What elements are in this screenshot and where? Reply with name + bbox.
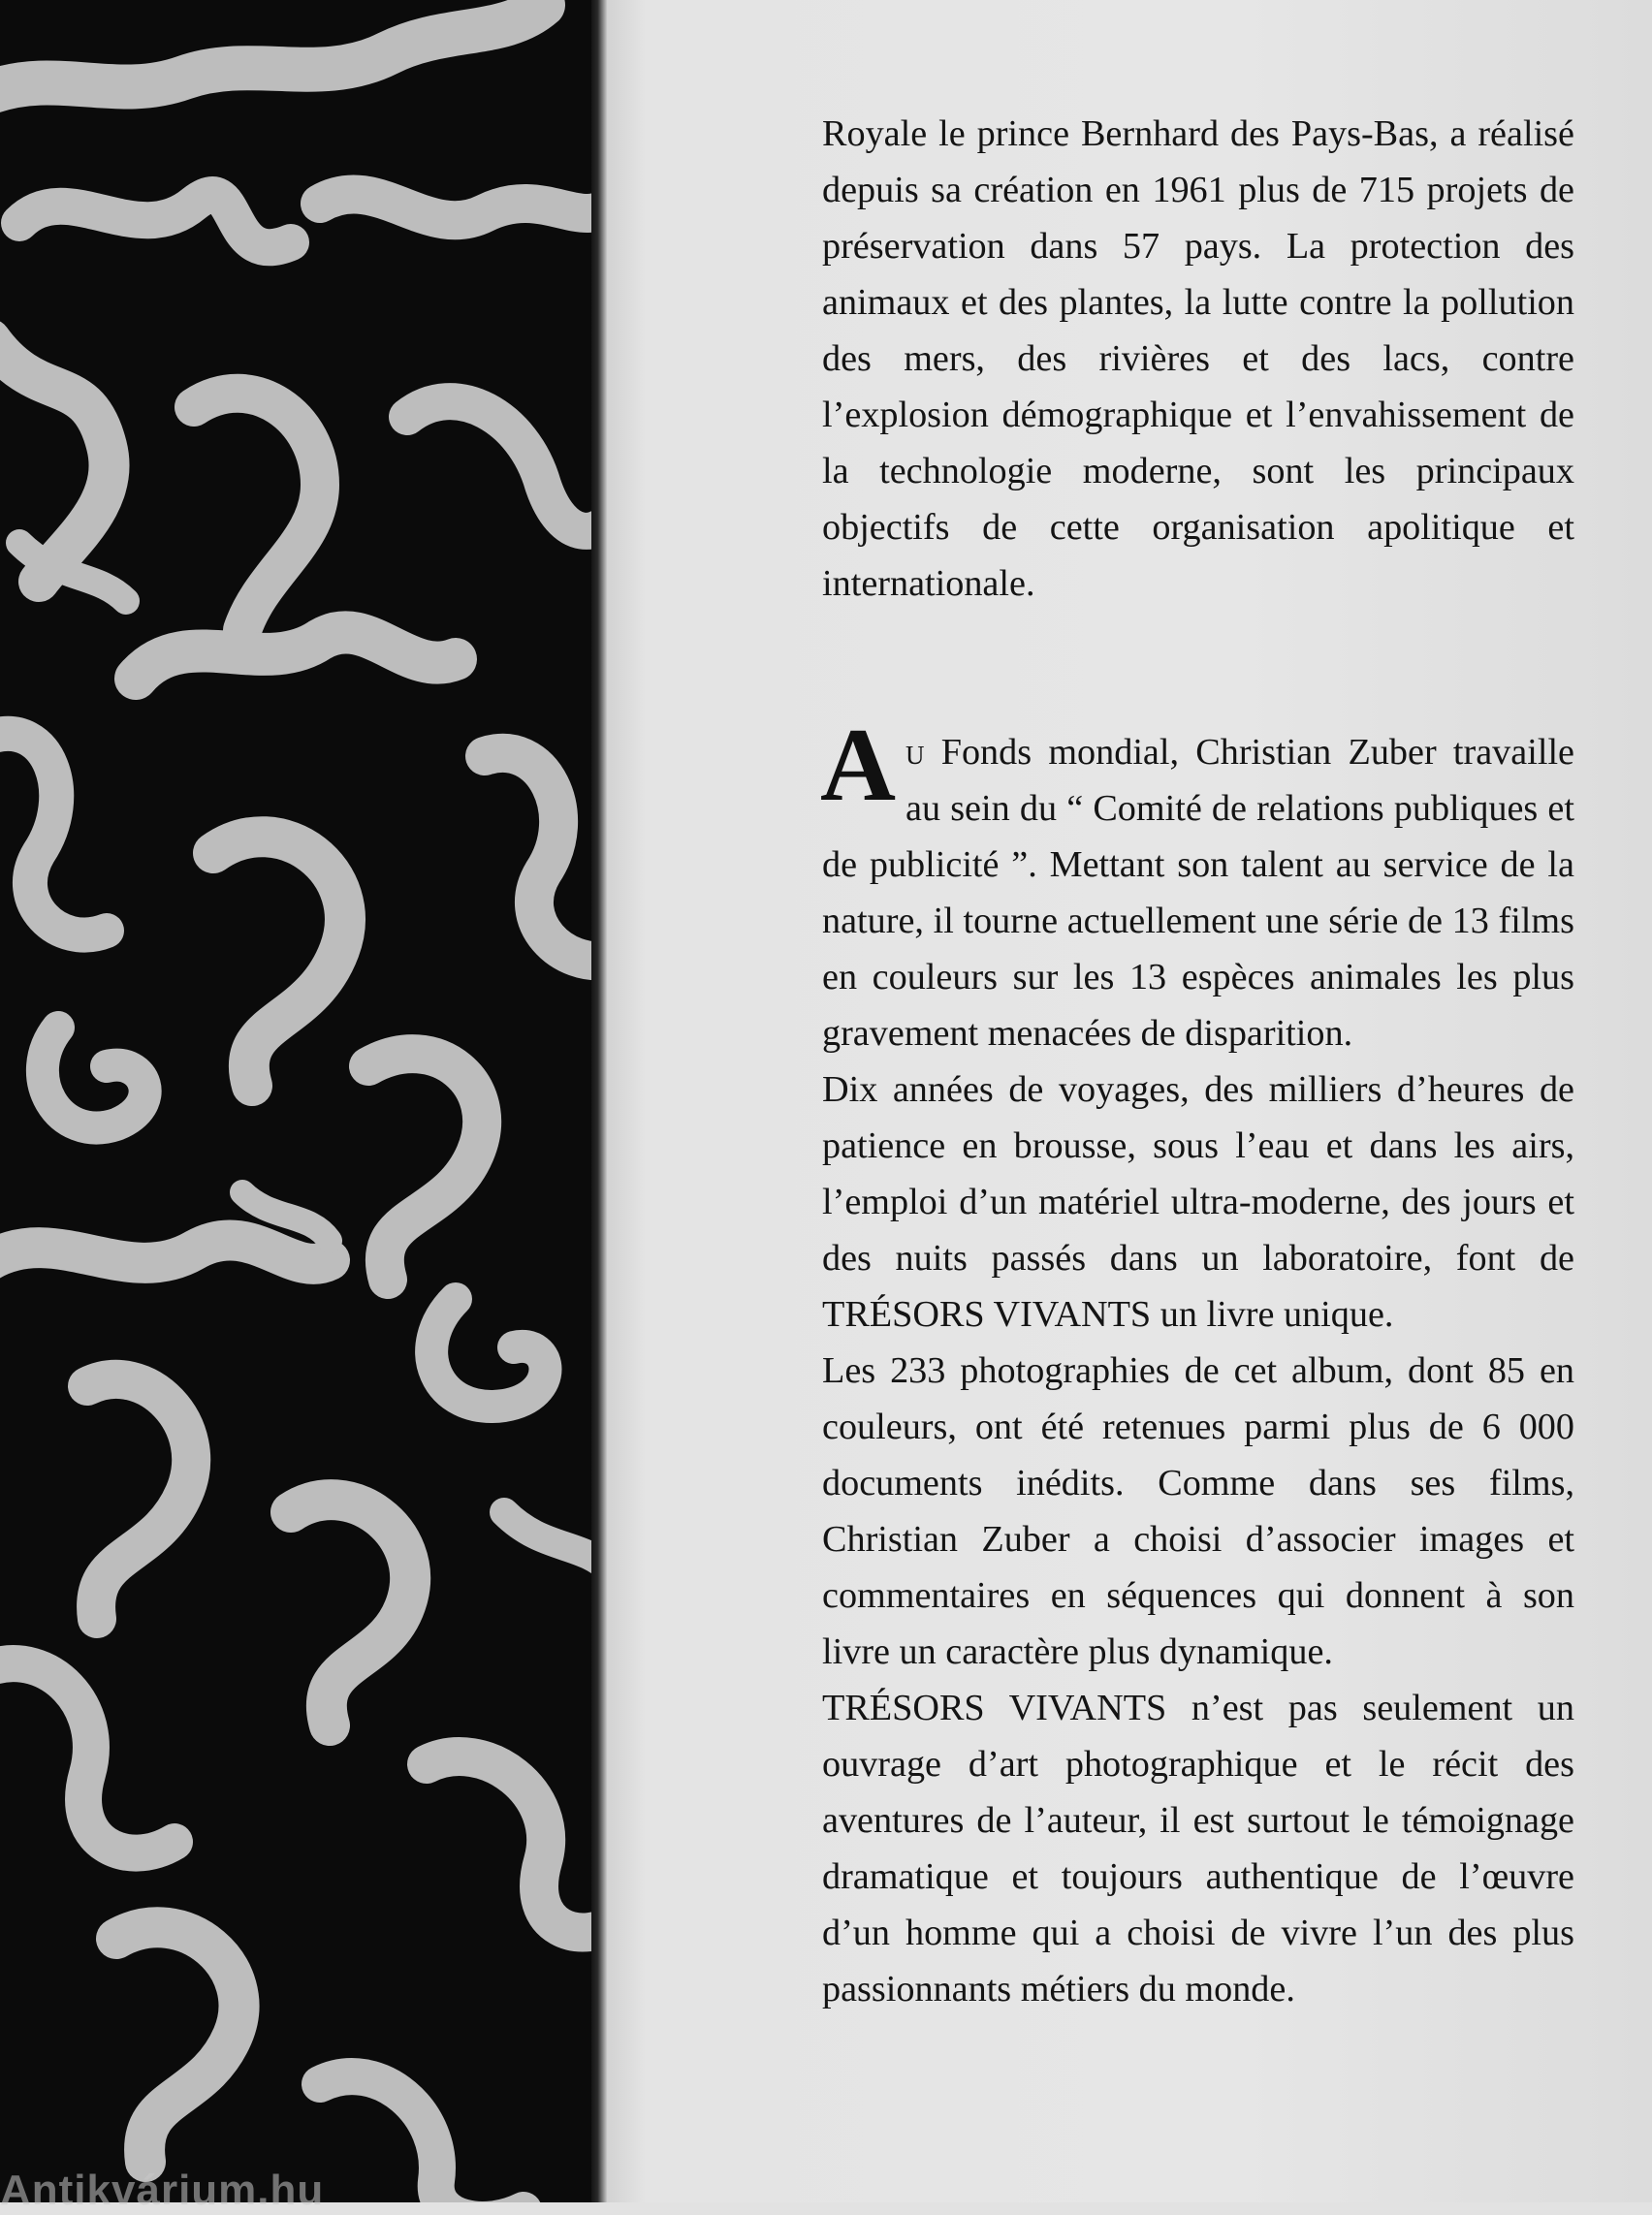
- drop-cap: A: [820, 708, 896, 823]
- paragraph-1: Royale le prince Bernhard des Pays-Bas, a réalisé depuis sa création en 1961 plus de 715 projets de préservation dans 57 pays. La protection des animaux et des plantes, la lutte contre la pollution des mers, des rivières et des lacs, contre l’explosion démographique et l’envahissement de la technologie moderne, sont les principaux objectifs de cette organisation apolitique et internationale.: [822, 113, 1574, 604]
- paragraph-5: TRÉSORS VIVANTS n’est pas seulement un ouvrage d’art photographique et le récit des aventures de l’auteur, il est surtout le témoignage dramatique et toujours authentique de l’œuvre d’un homme qui a choisi de vivre l’un des plus passionnants métiers du monde.: [822, 1688, 1574, 2009]
- coral-pattern-illustration: [0, 0, 603, 2202]
- page-gutter: [591, 0, 607, 2202]
- paragraph-2: [820, 708, 1574, 1061]
- paragraph-3: Dix années de voyages, des milliers d’heures de patience en brousse, sous l’eau et dans les airs, l’emploi d’un matériel ultra-moderne, des jours et des nuits passés dans un laboratoire, font de TRÉSORS VIVANTS un livre unique.: [822, 1069, 1574, 1335]
- decorative-pattern-panel: [0, 0, 603, 2202]
- watermark: Antikvárium.hu: [0, 2167, 325, 2214]
- body-text-column: [822, 106, 1574, 2017]
- paragraph-2-text: Fonds mondial, Christian Zuber travaille au sein du “ Comité de relations publiques et de publicité ”. Mettant son talent au service de la nature, il tourne actuellement une série de 13 films en couleurs sur les 13 espèces animales les plus gravement menacées de disparition.: [822, 732, 1574, 1054]
- paragraph-2-lead: u: [905, 732, 925, 773]
- paragraph-4: Les 233 photographies de cet album, dont 85 en couleurs, ont été retenues parmi plus de 6 000 documents inédits. Comme dans ses films, Christian Zuber a choisi d’associer images et commentaires en séquences qui donnent à son livre un caractère plus dynamique.: [822, 1350, 1574, 1672]
